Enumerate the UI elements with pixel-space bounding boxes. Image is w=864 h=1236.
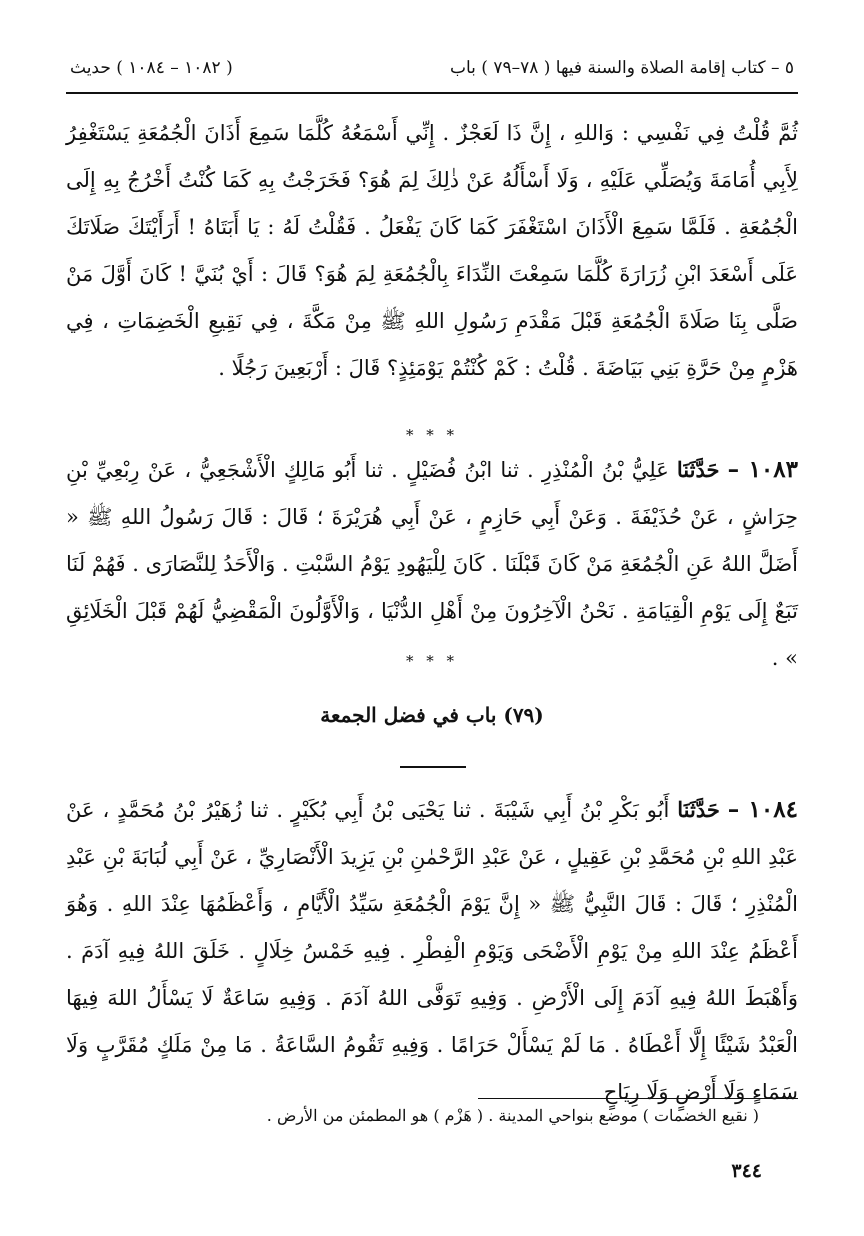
heading-divider [400,766,466,768]
footnote: ( نقيع الخضمات ) موضع بنواحي المدينة . ( هَزْم ) هو المطمئن من الأرض . [266,1106,759,1125]
footnote-divider [478,1098,798,1099]
hadith-body: عَلِيُّ بْنُ الْمُنْذِرِ . ثنا ابْنُ فُضَيْلٍ . ثنا أَبُو مَالِكٍ الْأَشْجَعِيُّ ، عَنْ رِبْعِيِّ بْنِ حِرَاشٍ ، عَنْ حُذَيْفَةَ . وَعَنْ أَبِي حَازِمٍ ، عَنْ أَبِي هُرَيْرَةَ ؛ قَالَ : قَالَ رَسُولُ اللهِ ﷺ « أَضَلَّ اللهُ عَنِ الْجُمُعَةِ مَنْ كَانَ قَبْلَنَا . كَانَ لِلْيَهُودِ يَوْمُ السَّبْتِ . وَالْأَحَدُ لِلنَّصَارَى . فَهُمْ لَنَا تَبَعٌ إِلَى يَوْمِ الْقِيَامَةِ . نَحْنُ الْآخِرُونَ مِنْ أَهْلِ الدُّنْيَا ، وَالْأَوَّلُونَ الْمَقْضِيُّ لَهُمْ قَبْلَ الْخَلَائِقِ » . [66,458,798,670]
hadith-opening: حَدَّثَنَا [676,457,720,482]
header-hadith-range: ( ١٠٨٢ – ١٠٨٤ ) حديث [70,58,233,78]
hadith-1084 [66,786,798,1116]
hadith-body: أَبُو بَكْرِ بْنُ أَبِي شَيْبَةَ . ثنا يَحْيَى بْنُ أَبِي بُكَيْرٍ . ثنا زُهَيْرُ بْنُ مُحَمَّدٍ ، عَنْ عَبْدِ اللهِ بْنِ مُحَمَّدِ بْنِ عَقِيلٍ ، عَنْ عَبْدِ الرَّحْمٰنِ بْنِ يَزِيدَ الْأَنْصَارِيِّ ، عَنْ أَبِي لُبَابَةَ بْنِ عَبْدِ الْمُنْذِرِ ؛ قَالَ : قَالَ النَّبِيُّ ﷺ « إِنَّ يَوْمَ الْجُمُعَةِ سَيِّدُ الْأَيَّامِ ، وَأَعْظَمُهَا عِنْدَ اللهِ . وَهُوَ أَعْظَمُ عِنْدَ اللهِ مِنْ يَوْمِ الْأَضْحَى وَيَوْمِ الْفِطْرِ . فِيهِ خَمْسُ خِلَالٍ . خَلَقَ اللهُ فِيهِ آدَمَ . وَأَهْبَطَ اللهُ فِيهِ آدَمَ إِلَى الْأَرْضِ . وَفِيهِ تَوَفَّى اللهُ آدَمَ . وَفِيهِ سَاعَةٌ لَا يَسْأَلُ اللهَ فِيهَا الْعَبْدُ شَيْئًا إِلَّا أَعْطَاهُ . مَا لَمْ يَسْأَلْ حَرَامًا . وَفِيهِ تَقُومُ السَّاعَةُ . مَا مِنْ مَلَكٍ مُقَرَّبٍ وَلَا سَمَاءٍ وَلَا أَرْضٍ وَلَا رِيَاحٍ [66,798,798,1104]
header-divider [66,92,798,94]
section-separator-stars: * * * [405,426,459,444]
hadith-number: ١٠٨٣ – [727,456,798,483]
header-chapter-title: ٥ – كتاب إقامة الصلاة والسنة فيها ( ٧٨–٧٩ ) باب [449,58,794,78]
section-separator-stars: * * * [405,652,459,670]
paragraph-continuation [66,110,798,392]
page-number: ٣٤٤ [731,1160,762,1182]
running-header [70,58,794,88]
hadith-opening: حَدَّثَنَا [677,797,720,822]
chapter-heading: (٧٩) باب في فضل الجمعة [320,703,544,727]
hadith-text [66,446,798,682]
hadith-1083 [66,446,798,682]
paragraph-text: ثُمَّ قُلْتُ فِي نَفْسِي : وَاللهِ ، إِنَّ ذَا لَعَجْزٌ . إِنِّي أَسْمَعُهُ كُلَّمَا سَمِعَ أَذَانَ الْجُمُعَةِ يَسْتَغْفِرُ لِأَبِي أُمَامَةَ وَيُصَلِّي عَلَيْهِ ، وَلَا أَسْأَلُهُ عَنْ ذٰلِكَ لِمَ هُوَ؟ فَخَرَجْتُ بِهِ كَمَا كُنْتُ أَخْرُجُ بِهِ إِلَى الْجُمُعَةِ . فَلَمَّا سَمِعَ الْأَذَانَ اسْتَغْفَرَ كَمَا كَانَ يَفْعَلُ . فَقُلْتُ لَهُ : يَا أَبَتَاهُ ! أَرَأَيْتَكَ صَلَاتَكَ عَلَى أَسْعَدَ ابْنِ زُرَارَةَ كُلَّمَا سَمِعْتَ النِّدَاءَ بِالْجُمُعَةِ لِمَ هُوَ؟ قَالَ : أَيْ بُنَيَّ ! كَانَ أَوَّلَ مَنْ صَلَّى بِنَا صَلَاةَ الْجُمُعَةِ قَبْلَ مَقْدَمِ رَسُولِ اللهِ ﷺ مِنْ مَكَّةَ ، فِي نَقِيعِ الْخَضِمَاتِ ، فِي هَزْمٍ مِنْ حَرَّةِ بَنِي بَيَاضَةَ . قُلْتُ : كَمْ كُنْتُمْ يَوْمَئِذٍ؟ قَالَ : أَرْبَعِينَ رَجُلًا . [66,121,798,380]
hadith-number: ١٠٨٤ – [727,796,798,823]
hadith-text [66,786,798,1116]
